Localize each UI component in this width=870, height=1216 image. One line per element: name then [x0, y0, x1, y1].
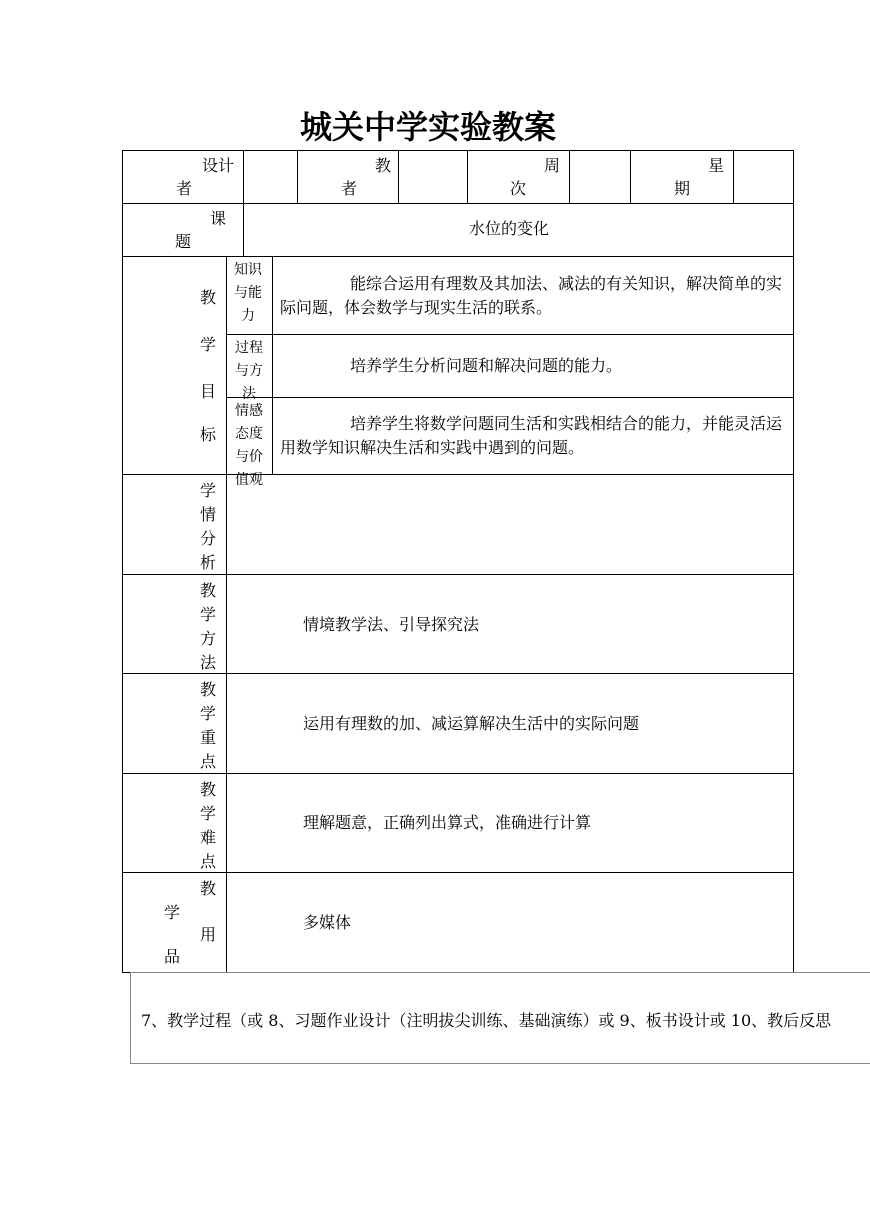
key-points-label: [198, 678, 218, 774]
teacher-label: 教: [375, 156, 392, 175]
goals-label-char: 目: [199, 382, 216, 401]
difficulties-label-char: 点: [199, 852, 216, 871]
methods-label-char: 法: [199, 653, 216, 672]
analysis-label-char: 析: [199, 553, 216, 572]
knowledge-label: 知识与能力: [234, 262, 262, 324]
key-points-label-char: 重: [199, 728, 216, 747]
key-points-value: 运用有理数的加、减运算解决生活中的实际问题: [303, 714, 640, 733]
goals-label: [198, 286, 218, 447]
supplies-label-char: 品: [164, 947, 181, 966]
teacher-value[interactable]: [399, 151, 466, 202]
difficulties-value: 理解题意，正确列出算式，准确进行计算: [303, 813, 592, 832]
row-divider: [122, 673, 794, 674]
row-divider: [122, 773, 794, 774]
row-divider: [226, 334, 794, 335]
supplies-label-char: 用: [200, 925, 217, 944]
supplies-label-char: 学: [164, 903, 181, 922]
weekday-label: 星: [708, 156, 725, 175]
col-divider: [467, 150, 468, 203]
row-divider: [122, 203, 794, 204]
col-divider: [630, 150, 631, 203]
topic-label-cont: 题: [175, 232, 192, 251]
topic-label: 课: [210, 209, 227, 228]
analysis-label-char: 分: [199, 529, 216, 548]
knowledge-text: 能综合运用有理数及其加法、减法的有关知识，解决简单的实际问题，体会数学与现实生活的联系。: [280, 274, 783, 317]
difficulties-label-char: 学: [199, 804, 216, 823]
difficulties-label-char: 教: [199, 780, 216, 799]
col-divider: [297, 150, 298, 203]
key-points-label-char: 点: [199, 752, 216, 771]
methods-label: [198, 579, 218, 675]
designer-label-cont: 者: [176, 179, 193, 198]
process-text: 培养学生分析问题和解决问题的能力。: [350, 356, 623, 375]
methods-value: 情境教学法、引导探究法: [303, 615, 480, 634]
key-points-label-char: 学: [199, 704, 216, 723]
supplies-label-char: 教: [200, 879, 217, 898]
row-divider: [122, 256, 794, 257]
topic-value: 水位的变化: [468, 219, 549, 238]
weekday-label-cont: 期: [674, 179, 691, 198]
process-label: 过程与方法: [235, 340, 263, 402]
document-title: 城关中学实验教案: [299, 108, 556, 146]
teaching-process-text: 7、教学过程（或 8、习题作业设计（注明拔尖训练、基础演练）或 9、板书设计或 10、教后反思: [141, 1011, 832, 1030]
designer-label: 设计: [202, 156, 235, 175]
weekday-value[interactable]: [734, 151, 793, 202]
col-divider: [226, 256, 227, 474]
row-divider: [226, 397, 794, 398]
goals-label-char: 学: [199, 335, 216, 354]
row-divider: [122, 872, 794, 873]
col-divider: [272, 256, 273, 474]
row-divider: [122, 574, 794, 575]
emotion-text: 培养学生将数学问题同生活和实践相结合的能力，并能灵活运用数学知识解决生活和实践中遇到的问题。: [280, 414, 783, 457]
goals-label-char: 教: [199, 288, 216, 307]
supplies-value: 多媒体: [303, 913, 352, 932]
col-divider: [226, 474, 227, 973]
difficulties-label-char: 难: [199, 828, 216, 847]
methods-label-char: 教: [199, 581, 216, 600]
week-value[interactable]: [570, 151, 629, 202]
analysis-label-char: 学: [199, 481, 216, 500]
analysis-label: [198, 479, 218, 575]
teaching-process-box: [130, 972, 870, 1064]
week-label: 周: [544, 156, 561, 175]
teacher-label-cont: 者: [341, 179, 358, 198]
methods-label-char: 学: [199, 605, 216, 624]
emotion-label: 情感态度与价值观: [235, 403, 263, 488]
designer-value[interactable]: [244, 151, 296, 202]
difficulties-label: [198, 778, 218, 874]
key-points-label-char: 教: [199, 680, 216, 699]
week-label-cont: 次: [510, 179, 527, 198]
analysis-label-char: 情: [199, 505, 216, 524]
goals-label-char: 标: [199, 425, 216, 444]
row-divider: [122, 474, 794, 475]
methods-label-char: 方: [199, 629, 216, 648]
